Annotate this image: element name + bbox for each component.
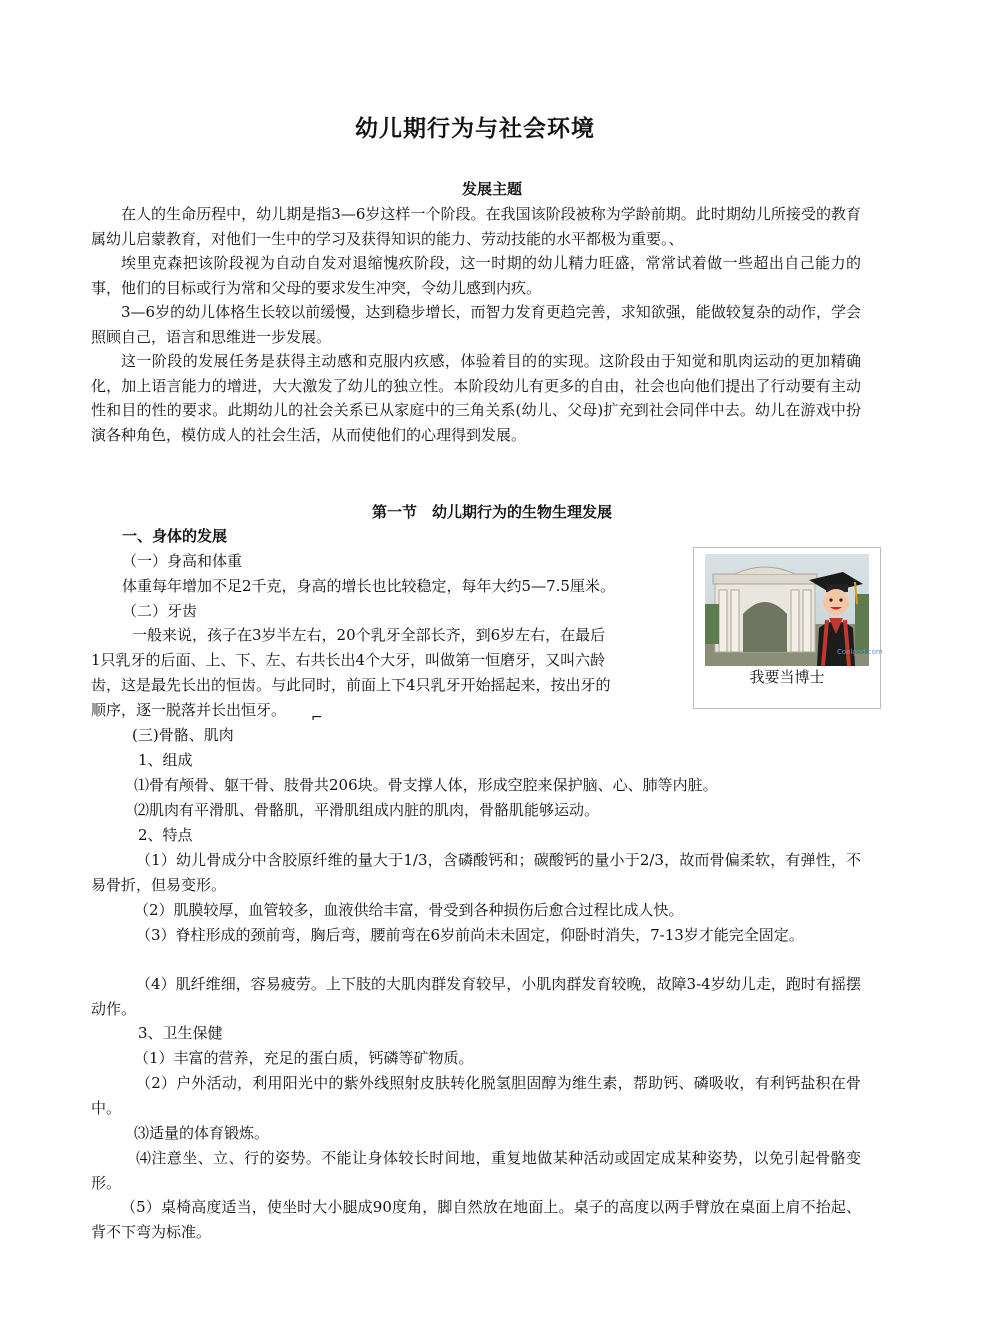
item-hygiene: 3、卫生保健 xyxy=(138,1024,223,1042)
hygiene-4: ⑷注意坐、立、行的姿势。不能让身体较长时间地，重复地做某种活动或固定成某种姿势，以免引起骨骼变形。 xyxy=(91,1149,861,1192)
subheading-teeth: （二）牙齿 xyxy=(122,602,198,620)
graduation-child-photo-icon xyxy=(705,554,883,666)
height-weight-text: 体重每年增加不足2千克，身高的增长也比较稳定，每年大约5—7.5厘米。 xyxy=(122,577,615,595)
page-title: 幼儿期行为与社会环境 xyxy=(355,116,595,142)
photo-figure xyxy=(693,547,881,709)
feature-1: （1）幼儿骨成分中含胶原纤维的量大于1/3，含磷酸钙和；碳酸钙的量小于2/3，故而骨偏柔软，有弹性，不易骨折，但易变形。 xyxy=(91,851,861,894)
subheading-height-weight: （一）身高和体重 xyxy=(122,552,243,570)
teeth-line-4: 顺序，逐一脱落并长出恒牙。 xyxy=(91,701,287,719)
composition-1: ⑴骨有颅骨、躯干骨、肢骨共206块。骨支撑人体，形成空腔来保护脑、心、肺等内脏。 xyxy=(134,776,718,794)
photo-watermark: Coolgod.com xyxy=(837,648,883,656)
subheading-bones-muscles: (三)骨骼、肌肉 xyxy=(132,726,234,744)
intro-paragraph-2: 埃里克森把该阶段视为自动自发对退缩愧疚阶段，这一时期的幼儿精力旺盛，常常试着做一些超出自己能力的事，他们的目标或行为常和父母的要求发生冲突，令幼儿感到内疚。 xyxy=(91,254,861,297)
hygiene-5: （5）桌椅高度适当，使坐时大小腿成90度角，脚自然放在地面上。桌子的高度以两手臂放在桌面上肩不抬起、背不下弯为标准。 xyxy=(91,1198,861,1241)
teeth-line-1: 一般来说，孩子在3岁半左右，20个乳牙全部长齐，到6岁左右，在最后 xyxy=(132,626,606,644)
intro-paragraph-3: 3—6岁的幼儿体格生长较以前缓慢，达到稳步增长，而智力发育更趋完善，求知欲强，能做较复杂的动作，学会照顾自己，语言和思维进一步发展。 xyxy=(91,303,861,346)
item-features: 2、特点 xyxy=(138,826,193,844)
composition-2: ⑵肌肉有平滑肌、骨骼肌，平滑肌组成内脏的肌肉，骨骼肌能够运动。 xyxy=(134,801,600,819)
photo-caption: 我要当博士 xyxy=(749,668,825,686)
hygiene-2: （2）户外活动，利用阳光中的紫外线照射皮肤转化脱氢胆固醇为维生素，帮助钙、磷吸收，有利钙盐积在骨中。 xyxy=(91,1074,861,1117)
intro-paragraph-4: 这一阶段的发展任务是获得主动感和克服内疚感，体验着目的的实现。这阶段由于知觉和肌肉运动的更加精确化，加上语言能力的增进，大大激发了幼儿的独立性。本阶段幼儿有更多的自由，社会也向他们提出了行动要有主动性和目的性的要求。此期幼儿的社会关系已从家庭中的三角关系(幼儿、父母)扩充到社会同伴中去。幼儿在游戏中扮演各种角色，模仿成人的社会生活，从而使他们的心理得到发展。 xyxy=(91,352,861,444)
intro-heading: 发展主题 xyxy=(461,180,522,198)
item-composition: 1、组成 xyxy=(138,751,193,769)
hygiene-1: （1）丰富的营养，充足的蛋白质，钙磷等矿物质。 xyxy=(134,1049,474,1067)
feature-2: （2）肌膜较厚，血管较多，血液供给丰富，骨受到各种损伤后愈合过程比成人快。 xyxy=(134,901,684,919)
feature-4: （4）肌纤维细，容易疲劳。上下肢的大肌肉群发育较早，小肌肉群发育较晚，故障3-4岁幼儿走，跑时有摇摆动作。 xyxy=(91,975,861,1018)
hygiene-3: ⑶适量的体育锻炼。 xyxy=(134,1124,270,1142)
feature-3: （3）脊柱形成的颈前弯，胸后弯，腰前弯在6岁前尚未未固定，仰卧时消失，7-13岁才能完全固定。 xyxy=(136,926,804,944)
part-heading-body-development: 一、身体的发展 xyxy=(122,527,228,545)
intro-paragraph-1: 在人的生命历程中，幼儿期是指3—6岁这样一个阶段。在我国该阶段被称为学龄前期。此时期幼儿所接受的教育属幼儿启蒙教育，对他们一生中的学习及获得知识的能力、劳动技能的水平都极为重要。、 xyxy=(91,205,861,248)
teeth-line-2: 1只乳牙的后面、上、下、左、右共长出4个大牙，叫做第一恒磨牙，又叫六龄 xyxy=(91,651,606,669)
teeth-line-3: 齿，这是最先长出的恒齿。与此同时，前面上下4只乳牙开始摇起来，按出牙的 xyxy=(91,676,611,694)
bracket-mark-icon: ⌐ xyxy=(311,710,323,726)
section-heading: 第一节 幼儿期行为的生物生理发展 xyxy=(371,503,612,521)
